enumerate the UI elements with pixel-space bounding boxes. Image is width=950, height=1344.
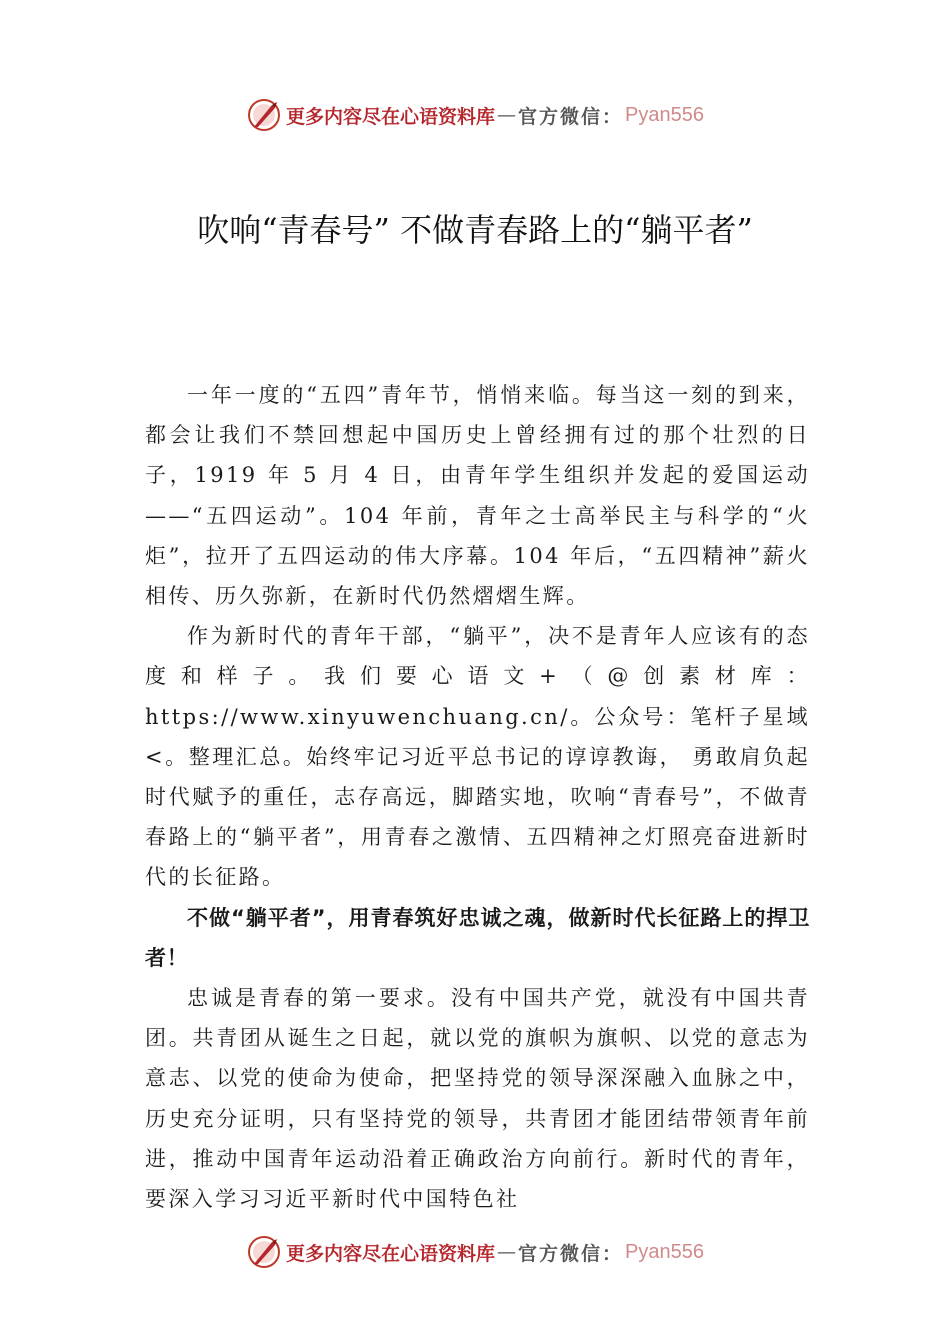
article-body (145, 375, 810, 1219)
header-banner (0, 95, 950, 135)
quill-logo-icon (246, 97, 282, 133)
header-wechat-label: 官方微信： (518, 105, 624, 128)
paragraph-1: 一年一度的“五四”青年节，悄悄来临。每当这一刻的到来，都会让我们不禁回想起中国历史上曾经拥有过的那个壮烈的日子，1919 年 5 月 4 日，由青年学生组织并发起的爱国运动——“五四运动”。104 年前，青年之士高举民主与科学的“火炬”，拉开了五四运动的伟大序幕。104 年后，“五四精神”薪火相传、历久弥新，在新时代仍然熠熠生辉。 (145, 383, 810, 609)
header-dash: — (497, 104, 517, 126)
article-title: 吹响“青春号” 不做青春路上的“躺平者” (197, 211, 753, 249)
section-heading: 不做“躺平者”，用青春筑好忠诚之魂，做新时代长征路上的捍卫者！ (145, 905, 810, 970)
footer-banner (0, 1232, 950, 1272)
paragraph-3: 忠诚是青春的第一要求。没有中国共产党，就没有中国共青团。共青团从诞生之日起，就以党的旗帜为旗帜、以党的意志为意志、以党的使命为使命，把坚持党的领导深深融入血脉之中，历史充分证明，只有坚持党的领导，共青团才能团结带领青年前进，推动中国青年运动沿着正确政治方向前行。新时代的青年，要深入学习习近平新时代中国特色社 (145, 986, 810, 1212)
footer-library-text: 更多内容尽在心语资料库 (286, 1242, 496, 1265)
footer-dash: — (497, 1241, 517, 1263)
quill-logo-icon (246, 1234, 282, 1270)
header-wechat-id: Pyan556 (625, 103, 704, 126)
paragraph-2: 作为新时代的青年干部，“躺平”，决不是青年人应该有的态度和样子。我们要心语文+（@创素材库：https://www.xinyuwenchuang.cn/。公众号：笔杆子星域<。整理汇总。始终牢记习近平总书记的谆谆教诲， 勇敢肩负起时代赋予的重任，志存高远，脚踏实地，吹响“青春号”，不做青春路上的“躺平者”，用青春之激情、五四精神之灯照亮奋进新时代的长征路。 (145, 624, 810, 890)
header-library-text: 更多内容尽在心语资料库 (286, 105, 496, 128)
footer-wechat-id: Pyan556 (625, 1240, 704, 1263)
footer-wechat-label: 官方微信： (518, 1242, 624, 1265)
